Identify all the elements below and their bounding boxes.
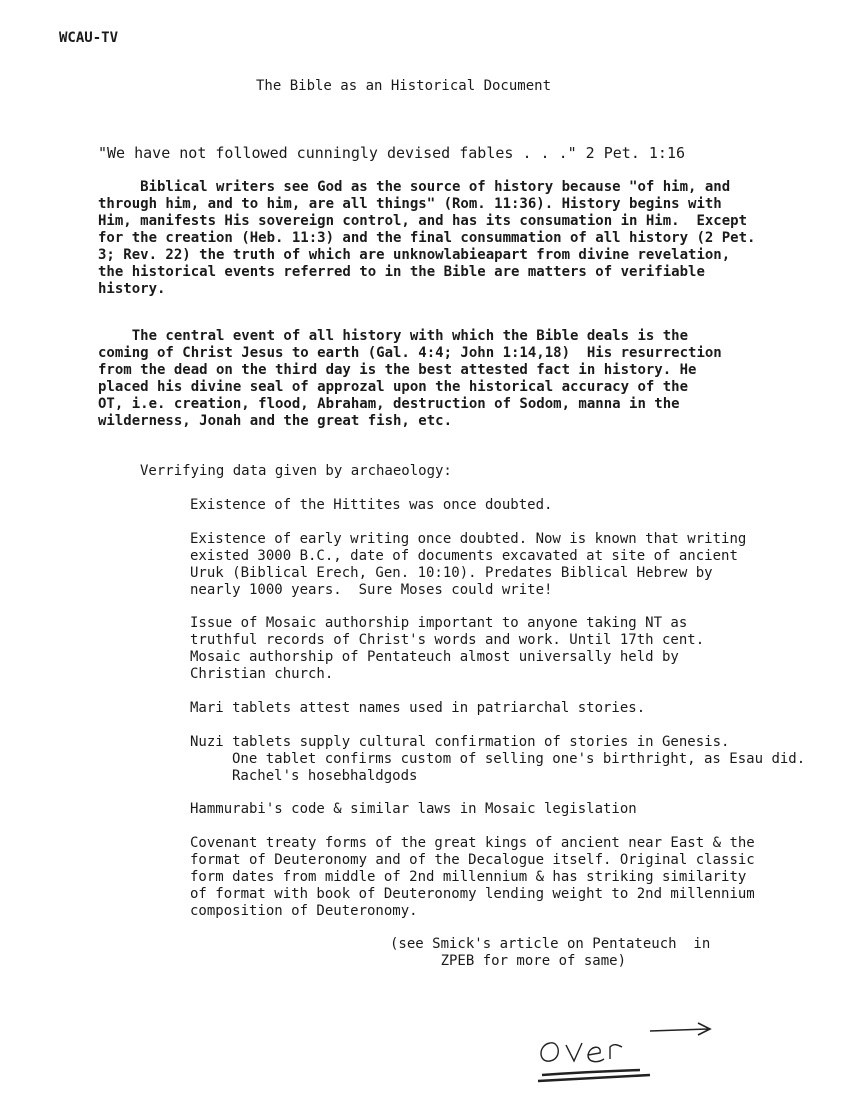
text-line: the historical events referred to in the Bible are matters of verifiable <box>98 264 705 280</box>
text-line: (see Smick's article on Pentateuch in <box>390 936 711 952</box>
text-line: OT, i.e. creation, flood, Abraham, destruction of Sodom, manna in the <box>98 396 680 412</box>
text-line: truthful records of Christ's words and work. Until 17th cent. <box>190 632 705 648</box>
text-line: Mosaic authorship of Pentateuch almost universally held by <box>190 649 679 665</box>
text-line: format of Deuteronomy and of the Decalogue itself. Original classic <box>190 852 755 868</box>
text-line: Christian church. <box>190 666 334 682</box>
handwritten-over-text <box>541 1043 622 1062</box>
text-line: placed his divine seal of approzal upon the historical accuracy of the <box>98 379 689 395</box>
text-line: wilderness, Jonah and the great fish, etc. <box>98 413 453 429</box>
text-line: history. <box>98 281 166 297</box>
text-line: Nuzi tablets supply cultural confirmation of stories in Genesis. <box>190 734 730 750</box>
text-line: Existence of early writing once doubted. Now is known that writing <box>190 531 747 547</box>
text-line: coming of Christ Jesus to earth (Gal. 4:4; John 1:14,18) His resurrection <box>98 345 722 361</box>
text-line: existed 3000 B.C., date of documents excavated at site of ancient <box>190 548 738 564</box>
text-line: The central event of all history with which the Bible deals is the <box>98 328 689 344</box>
text-line: Him, manifests His sovereign control, and has its consumation in Him. Except <box>98 213 748 229</box>
text-line: Covenant treaty forms of the great kings of ancient near East & the <box>190 835 755 851</box>
text-line: Rachel's hosebhaldgods <box>232 768 418 784</box>
text-line: for the creation (Heb. 11:3) and the final consummation of all history (2 Pet. <box>98 230 756 246</box>
text-line: form dates from middle of 2nd millennium & has striking similarity <box>190 869 747 885</box>
text-line: through him, and to him, are all things" (Rom. 11:36). History begins with <box>98 196 722 212</box>
double-underline <box>538 1070 650 1081</box>
archaeology-heading: Verrifying data given by archaeology: <box>140 463 452 479</box>
text-line: of format with book of Deuteronomy lending weight to 2nd millennium <box>190 886 755 902</box>
document-title: The Bible as an Historical Document <box>256 78 552 94</box>
epigraph: "We have not followed cunningly devised fables . . ." 2 Pet. 1:16 <box>98 144 685 162</box>
text-line: nearly 1000 years. Sure Moses could write! <box>190 582 553 598</box>
text-line: ZPEB for more of same) <box>390 953 627 969</box>
station-header: WCAU-TV <box>59 30 119 46</box>
text-line: Uruk (Biblical Erech, Gen. 10:10). Predates Biblical Hebrew by <box>190 565 713 581</box>
text-line: Hammurabi's code & similar laws in Mosaic legislation <box>190 801 637 817</box>
arrow-right-icon <box>650 1023 710 1035</box>
text-line: from the dead on the third day is the best attested fact in history. He <box>98 362 697 378</box>
text-line: Biblical writers see God as the source of history because "of him, and <box>98 179 731 195</box>
text-line: Mari tablets attest names used in patriarchal stories. <box>190 700 646 716</box>
handwritten-over-note <box>530 1015 730 1090</box>
text-line: Issue of Mosaic authorship important to anyone taking NT as <box>190 615 688 631</box>
text-line: Existence of the Hittites was once doubted. <box>190 497 553 513</box>
text-line: composition of Deuteronomy. <box>190 903 418 919</box>
text-line: One tablet confirms custom of selling one's birthright, as Esau did. <box>232 751 806 767</box>
text-line: 3; Rev. 22) the truth of which are unknowlabieapart from divine revelation, <box>98 247 731 263</box>
